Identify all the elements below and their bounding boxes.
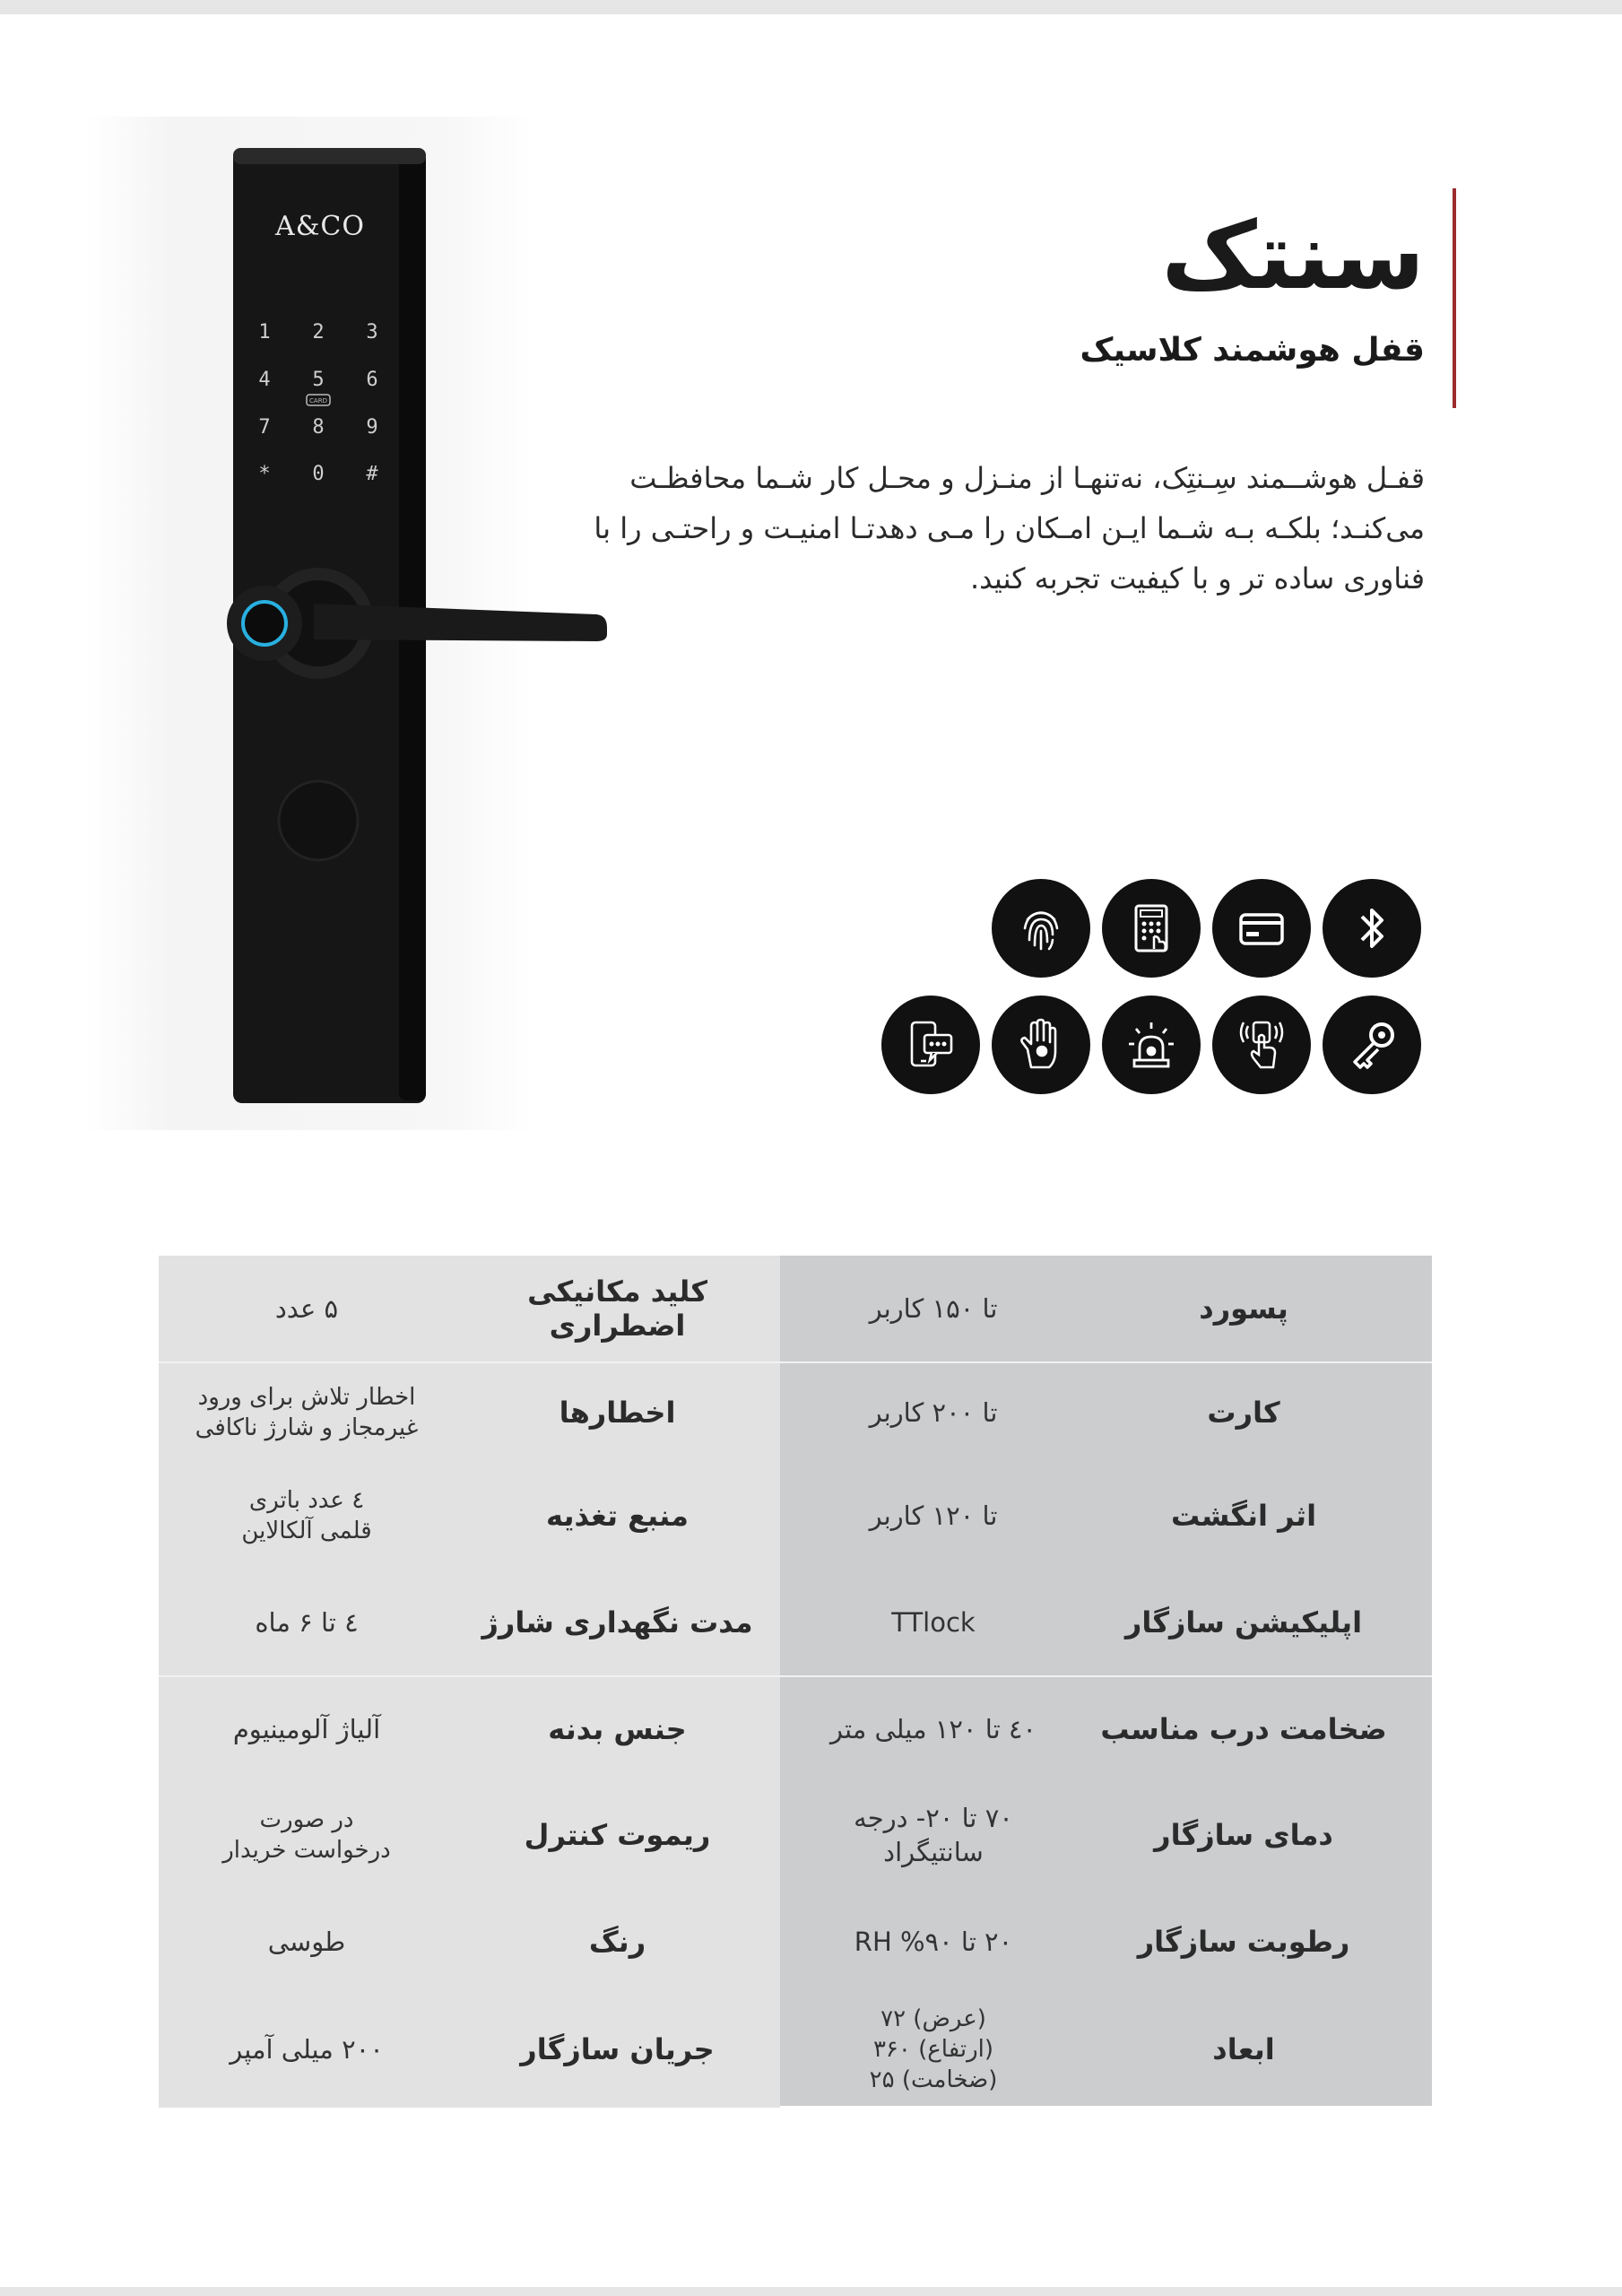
spec-value-alerts-line1: اخطار تلاش برای ورود [197,1384,416,1411]
spec-label-temperature: دمای سازگار [1154,1818,1333,1852]
app-message-icon [881,996,980,1094]
keypad-key-9: 9 [366,416,378,439]
bluetooth-icon [1323,879,1421,978]
spec-value-power-source-line1: ٤ عدد باتری [248,1487,365,1514]
spec-label-password: پسورد [1199,1292,1288,1326]
spec-label-alerts: اخطارها [559,1396,676,1430]
spec-value-temperature-line1: ۷۰ تا ۲۰- درجه [854,1803,1013,1833]
spec-value-compatible-app: TTlock [891,1607,976,1638]
smart-lock-image [220,139,614,1108]
spec-label-charge-duration: مدت نگهداری شارژ [481,1605,753,1639]
keypad-icon [1102,879,1201,978]
spec-value-temperature-line2: سانتیگراد [883,1837,984,1867]
spec-label-color: رنگ [588,1924,646,1959]
product-description: قفـل هوشــمند سِـنتِک، نه‌تنهـا از منـزل و محـل کار شـما محافظـت می‌کنـد؛ بلکـه بـه شـما ایـن امـکان را مـی دهدتـا امنیـت و راحتـی را با فناوری ساده تر و با کیفیت تجربه کنید. [594,461,1425,596]
keypad-key-1: 1 [258,321,271,344]
spec-label-door-thickness: ضخامت درب مناسب [1100,1711,1387,1746]
spec-value-body-material: آلیاژ آلومینیوم [232,1713,381,1744]
spec-value-emergency-key: ۵ عدد [274,1293,339,1324]
spec-value-humidity: ۲۰ تا ۹۰% RH [854,1926,1013,1957]
spec-table [159,1256,1432,2108]
keypad-key-2: 2 [312,321,325,344]
spec-label-humidity: رطوبت سازگار [1137,1924,1350,1959]
spec-label-power-source: منبع تغذیه [546,1499,689,1533]
spec-label-card: کارت [1207,1396,1280,1430]
spec-value-color: طوسی [267,1926,346,1957]
touch-sensor-icon [1212,996,1311,1094]
spec-value-remote-control-line2: درخواست خریدار [222,1837,391,1864]
keypad-key-star: * [258,463,271,485]
title-accent-rule [1453,188,1456,408]
keypad-key-8: 8 [312,416,325,439]
keypad-key-4: 4 [258,369,271,391]
product-title: سنتک [1161,201,1425,310]
mechanical-key-icon [1323,996,1421,1094]
spec-value-dimensions-height: (ارتفاع) ۳۶۰ [872,2036,994,2063]
spec-label-remote-control: ریموت کنترل [524,1818,711,1852]
spec-value-password: تا ۱۵۰ کاربر [869,1293,998,1324]
spec-label-dimensions: ابعاد [1212,2032,1275,2066]
keypad-key-3: 3 [366,321,378,344]
spec-value-current: ۲۰۰ میلی آمپر [230,2034,384,2065]
card-icon [1212,879,1311,978]
hand-icon [992,996,1090,1094]
keypad-card-label: CARD [309,397,327,404]
spec-value-fingerprint: تا ۱۲۰ کاربر [869,1500,998,1531]
spec-label-current: جریان سازگار [520,2032,715,2066]
keypad-key-6: 6 [366,369,378,391]
spec-label-compatible-app: اپلیکیشن سازگار [1124,1605,1363,1639]
spec-value-temperature [780,1780,1087,1890]
brand-logo: A&CO [275,211,365,242]
keypad-key-hash: # [366,463,378,485]
top-bar [0,0,1622,14]
spec-value-remote-control [159,1780,455,1890]
spec-value-alerts-line2: غیرمجاز و شارژ ناکافی [195,1414,419,1441]
spec-value-dimensions-thickness: (ضخامت) ۲۵ [869,2066,998,2093]
spec-value-dimensions-width: (عرض) ۷۲ [880,2005,986,2032]
spec-value-power-source [159,1462,455,1570]
spec-value-card: تا ۲۰۰ کاربر [869,1397,998,1428]
spec-label-emergency-key: کلید مکانیکی اضطراری [527,1274,707,1343]
spec-label-body-material: جنس بدنه [548,1711,687,1746]
keypad-key-0: 0 [312,463,325,485]
spec-value-charge-duration: ٤ تا ۶ ماه [255,1607,359,1638]
product-subtitle: قفل هوشمند کلاسیک [1080,332,1425,369]
spec-value-remote-control-line1: در صورت [259,1806,354,1833]
spec-label-fingerprint: اثر انگشت [1170,1499,1317,1533]
fingerprint-icon [992,879,1090,978]
alarm-icon [1102,996,1201,1094]
spec-value-door-thickness: ٤۰ تا ۱۲۰ میلی متر [830,1713,1037,1744]
spec-value-alerts [159,1363,455,1462]
spec-value-dimensions [780,1993,1087,2106]
keypad-key-5: 5 [312,369,325,391]
bottom-bar [0,2287,1622,2296]
keypad-key-7: 7 [258,416,271,439]
spec-value-power-source-line2: قلمی آلکالاین [241,1518,372,1544]
